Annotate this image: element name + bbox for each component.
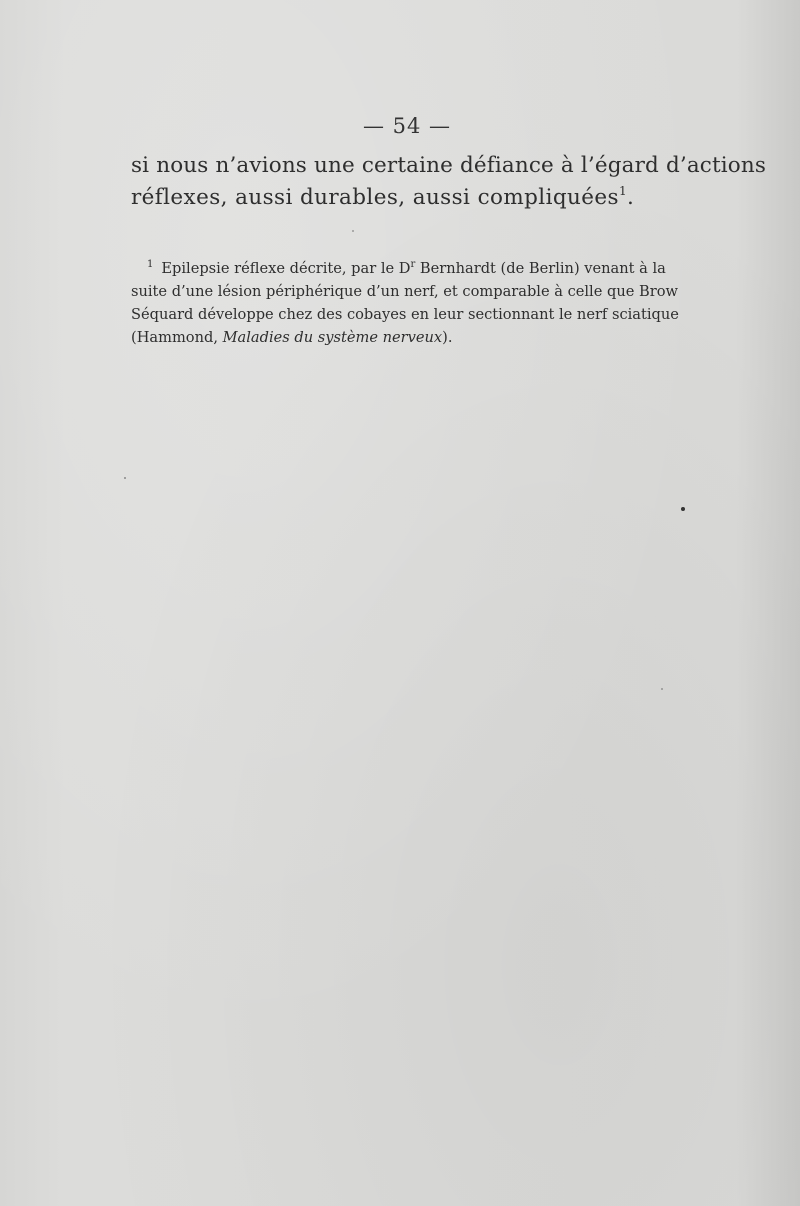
footnote-book-title: Maladies du système nerveux (222, 329, 443, 346)
paper-speck (352, 230, 354, 232)
footnote-marker: 1 (147, 259, 154, 270)
footnote (131, 257, 679, 349)
footnote-reference: 1 (618, 184, 627, 198)
footnote-line-3: Séquard développe chez des cobayes en leur sectionnant le nerf sciatique (131, 306, 679, 323)
footnote-line-1-a: Epilepsie réflexe décrite, par le D (161, 260, 411, 277)
body-line-2 (131, 182, 671, 214)
body-line-1: si nous n’avions une certaine défiance à l’égard d’actions (131, 153, 767, 178)
body-line-2-text: réflexes, aussi durables, aussi compliquées (131, 185, 619, 210)
footnote-line-1-b: Bernhardt (de Berlin) venant à la (415, 260, 666, 277)
footnote-line-4-b: ). (442, 329, 453, 346)
paper-speck (661, 688, 663, 690)
footnote-line-4 (131, 326, 676, 349)
page-number: — 54 — (362, 114, 452, 138)
footnote-line-2: suite d’une lésion périphérique d’un nerf, et comparable à celle que Brow (131, 283, 678, 300)
body-paragraph (131, 150, 767, 214)
paper-speck (124, 477, 126, 479)
footnote-title-superscript: r (410, 259, 416, 270)
footnote-line-4-a: (Hammond, (131, 329, 223, 346)
paper-speck (681, 507, 685, 511)
body-line-2-end: . (627, 185, 635, 210)
footnote-line-1 (131, 257, 676, 280)
